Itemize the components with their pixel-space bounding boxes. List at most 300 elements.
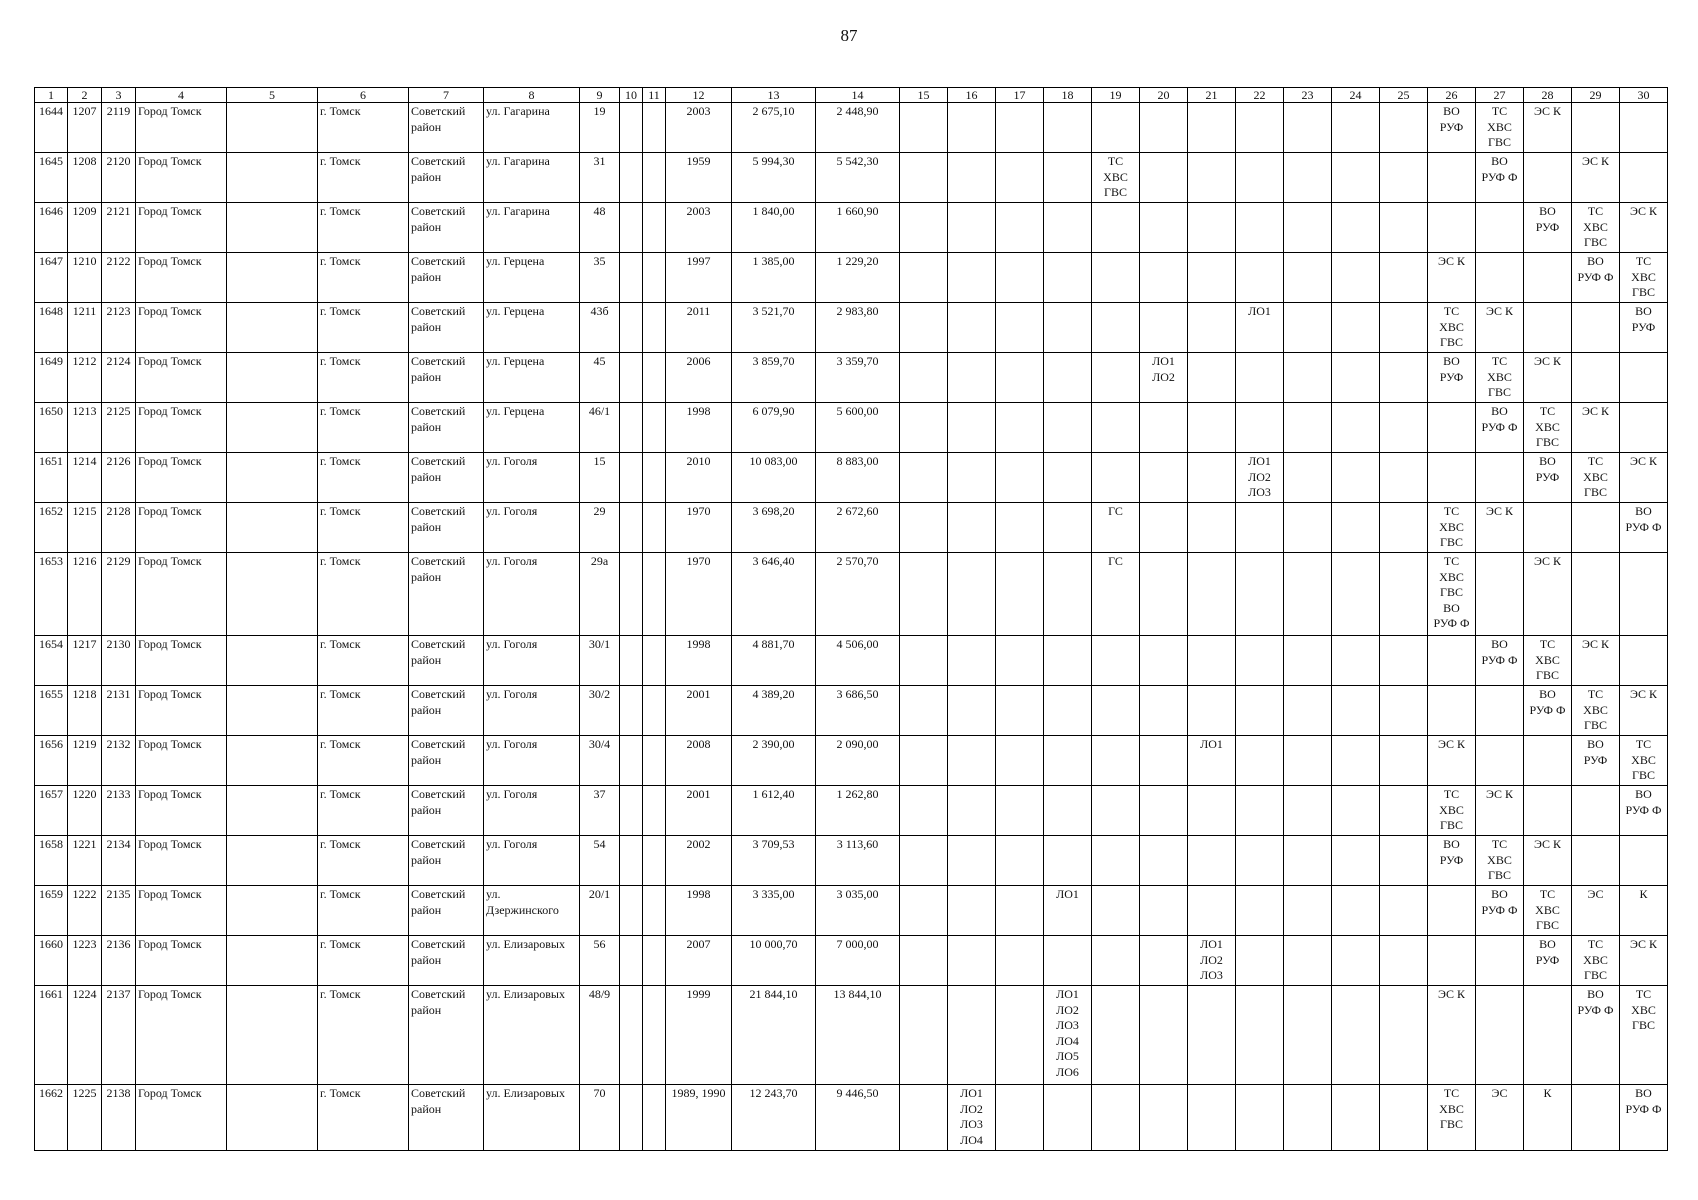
table-cell: 9 446,50	[816, 1085, 900, 1151]
table-cell	[620, 1085, 643, 1151]
table-cell: ВО РУФ	[1428, 103, 1476, 153]
table-cell: 2006	[666, 353, 732, 403]
table-cell	[1284, 353, 1332, 403]
table-cell: 56	[580, 936, 620, 986]
table-cell: 3 698,20	[732, 503, 816, 553]
table-cell	[1188, 303, 1236, 353]
table-cell: ул. Гоголя	[484, 786, 580, 836]
table-cell: 1209	[68, 203, 102, 253]
table-cell	[227, 686, 318, 736]
table-cell	[643, 303, 666, 353]
table-cell: 1216	[68, 553, 102, 636]
table-cell	[643, 253, 666, 303]
table-row	[35, 503, 1668, 553]
table-cell: 3 113,60	[816, 836, 900, 886]
table-cell	[1476, 553, 1524, 636]
table-cell: 1997	[666, 253, 732, 303]
table-cell	[1572, 836, 1620, 886]
table-cell	[1092, 203, 1140, 253]
table-cell: 2128	[102, 503, 136, 553]
table-cell	[1236, 1085, 1284, 1151]
table-cell	[1380, 936, 1428, 986]
table-cell: 19	[580, 103, 620, 153]
table-cell: 2011	[666, 303, 732, 353]
header-cell: 9	[580, 88, 620, 103]
table-cell	[1524, 303, 1572, 353]
table-cell	[1284, 253, 1332, 303]
table-cell	[1140, 986, 1188, 1085]
table-cell: ул. Гоголя	[484, 503, 580, 553]
table-cell: ГС	[1092, 503, 1140, 553]
table-cell: г. Томск	[318, 553, 409, 636]
table-cell	[643, 453, 666, 503]
table-cell: 5 994,30	[732, 153, 816, 203]
table-cell: ул. Герцена	[484, 253, 580, 303]
table-cell	[1332, 836, 1380, 886]
table-cell	[996, 986, 1044, 1085]
table-row	[35, 453, 1668, 503]
table-cell: Город Томск	[136, 836, 227, 886]
table-cell	[1476, 253, 1524, 303]
table-cell	[1044, 786, 1092, 836]
table-cell	[227, 553, 318, 636]
table-cell: 3 646,40	[732, 553, 816, 636]
table-cell	[948, 503, 996, 553]
table-cell: ВО РУФ	[1572, 736, 1620, 786]
table-cell	[227, 353, 318, 403]
table-cell	[1284, 153, 1332, 203]
table-cell: ЭС К	[1524, 553, 1572, 636]
table-cell: 1222	[68, 886, 102, 936]
table-cell	[948, 986, 996, 1085]
table-cell	[1332, 553, 1380, 636]
table-cell: 1658	[35, 836, 68, 886]
table-cell	[1284, 886, 1332, 936]
table-cell	[227, 836, 318, 886]
table-cell	[1188, 986, 1236, 1085]
table-cell: Город Томск	[136, 503, 227, 553]
table-cell	[1236, 936, 1284, 986]
header-cell: 12	[666, 88, 732, 103]
table-cell: 70	[580, 1085, 620, 1151]
table-cell	[643, 636, 666, 686]
table-cell	[643, 403, 666, 453]
table-cell	[1188, 453, 1236, 503]
table-cell: г. Томск	[318, 153, 409, 203]
table-cell: ЛО1 ЛО2 ЛО3	[1188, 936, 1236, 986]
table-cell: ул. Гоголя	[484, 736, 580, 786]
table-cell: ул. Герцена	[484, 303, 580, 353]
table-cell: Город Томск	[136, 453, 227, 503]
table-cell: Город Томск	[136, 103, 227, 153]
table-cell	[1044, 203, 1092, 253]
table-cell	[1380, 503, 1428, 553]
table-cell	[620, 353, 643, 403]
table-cell: ул. Герцена	[484, 403, 580, 453]
table-cell: 2002	[666, 836, 732, 886]
table-cell	[1620, 636, 1668, 686]
table-cell	[1236, 986, 1284, 1085]
table-cell: ВО РУФ	[1428, 836, 1476, 886]
table-cell	[227, 986, 318, 1085]
table-cell	[1188, 1085, 1236, 1151]
data-table	[34, 87, 1668, 1151]
table-cell: ЭС К	[1524, 836, 1572, 886]
table-cell	[900, 253, 948, 303]
table-cell: 1220	[68, 786, 102, 836]
table-cell	[1380, 303, 1428, 353]
table-cell: ВО РУФ Ф	[1476, 153, 1524, 203]
table-cell: ВО РУФ	[1524, 936, 1572, 986]
table-cell	[1044, 153, 1092, 203]
table-cell	[900, 786, 948, 836]
table-cell	[1380, 1085, 1428, 1151]
table-cell: 3 335,00	[732, 886, 816, 936]
table-cell	[996, 153, 1044, 203]
table-cell	[1332, 353, 1380, 403]
header-cell: 10	[620, 88, 643, 103]
table-cell: 1645	[35, 153, 68, 203]
table-cell	[1380, 986, 1428, 1085]
table-cell	[996, 836, 1044, 886]
table-cell	[1284, 736, 1332, 786]
table-cell	[900, 986, 948, 1085]
header-cell: 24	[1332, 88, 1380, 103]
table-cell	[643, 836, 666, 886]
table-cell	[996, 353, 1044, 403]
table-cell: 2010	[666, 453, 732, 503]
table-cell: 1999	[666, 986, 732, 1085]
table-cell: 12 243,70	[732, 1085, 816, 1151]
table-cell	[1044, 636, 1092, 686]
table-cell	[1332, 936, 1380, 986]
table-cell	[1140, 503, 1188, 553]
table-cell: 1657	[35, 786, 68, 836]
table-cell	[1524, 986, 1572, 1085]
table-cell: 6 079,90	[732, 403, 816, 453]
header-cell: 29	[1572, 88, 1620, 103]
table-cell: ЭС К	[1620, 453, 1668, 503]
table-cell: г. Томск	[318, 686, 409, 736]
header-cell: 1	[35, 88, 68, 103]
table-cell: 1970	[666, 553, 732, 636]
table-cell	[1188, 503, 1236, 553]
table-cell: ЭС К	[1524, 103, 1572, 153]
table-cell	[1380, 453, 1428, 503]
table-cell: ЭС	[1476, 1085, 1524, 1151]
table-row	[35, 786, 1668, 836]
table-cell: ВО РУФ Ф	[1476, 403, 1524, 453]
table-row	[35, 686, 1668, 736]
table-cell: г. Томск	[318, 453, 409, 503]
table-cell: ВО РУФ Ф	[1620, 503, 1668, 553]
table-row	[35, 936, 1668, 986]
table-cell: 1651	[35, 453, 68, 503]
table-cell	[643, 103, 666, 153]
table-cell: 2003	[666, 103, 732, 153]
header-cell: 3	[102, 88, 136, 103]
table-cell	[1140, 836, 1188, 886]
table-cell: 1646	[35, 203, 68, 253]
table-cell	[948, 153, 996, 203]
table-cell: ВО РУФ	[1620, 303, 1668, 353]
table-cell: ЭС К	[1524, 353, 1572, 403]
header-cell: 2	[68, 88, 102, 103]
table-cell: г. Томск	[318, 253, 409, 303]
table-cell	[620, 253, 643, 303]
table-cell: 1 229,20	[816, 253, 900, 303]
table-cell	[1524, 503, 1572, 553]
table-cell: Советский район	[409, 503, 484, 553]
table-cell: ТС ХВС ГВС	[1572, 203, 1620, 253]
table-cell: ул. Елизаровых	[484, 1085, 580, 1151]
table-cell: ТС ХВС ГВС	[1620, 986, 1668, 1085]
table-cell	[900, 203, 948, 253]
table-cell: г. Томск	[318, 836, 409, 886]
table-cell: 8 883,00	[816, 453, 900, 503]
table-cell	[1332, 103, 1380, 153]
table-cell: 2129	[102, 553, 136, 636]
table-cell	[1236, 503, 1284, 553]
header-cell: 30	[1620, 88, 1668, 103]
table-cell: 1225	[68, 1085, 102, 1151]
table-cell	[900, 503, 948, 553]
table-cell: г. Томск	[318, 936, 409, 986]
table-cell: ВО РУФ Ф	[1572, 253, 1620, 303]
header-cell: 20	[1140, 88, 1188, 103]
table-cell	[948, 403, 996, 453]
table-cell: г. Томск	[318, 203, 409, 253]
table-cell	[1572, 103, 1620, 153]
table-cell	[1236, 736, 1284, 786]
table-cell	[620, 553, 643, 636]
table-cell: ТС ХВС ГВС	[1572, 686, 1620, 736]
table-cell: ЛО1 ЛО2 ЛО3	[1236, 453, 1284, 503]
header-cell: 13	[732, 88, 816, 103]
table-cell	[1188, 203, 1236, 253]
table-cell	[620, 503, 643, 553]
table-cell	[900, 886, 948, 936]
table-cell: 2008	[666, 736, 732, 786]
table-cell: 2 983,80	[816, 303, 900, 353]
table-cell	[1236, 553, 1284, 636]
table-cell: г. Томск	[318, 103, 409, 153]
table-cell	[1476, 736, 1524, 786]
table-cell	[1524, 736, 1572, 786]
table-cell	[1284, 686, 1332, 736]
header-cell: 4	[136, 88, 227, 103]
table-cell	[1572, 303, 1620, 353]
table-cell	[1332, 453, 1380, 503]
table-cell	[1284, 936, 1332, 986]
header-cell: 26	[1428, 88, 1476, 103]
table-cell: 45	[580, 353, 620, 403]
table-cell: Город Томск	[136, 886, 227, 936]
table-cell: ВО РУФ Ф	[1620, 1085, 1668, 1151]
table-cell: ТС ХВС ГВС	[1476, 353, 1524, 403]
table-cell: 1648	[35, 303, 68, 353]
table-cell	[1380, 253, 1428, 303]
table-cell: 2122	[102, 253, 136, 303]
table-cell	[620, 686, 643, 736]
table-cell: 30/2	[580, 686, 620, 736]
table-cell: 2130	[102, 636, 136, 686]
table-cell: 1989, 1990	[666, 1085, 732, 1151]
header-cell: 14	[816, 88, 900, 103]
table-cell	[1044, 553, 1092, 636]
table-body	[35, 103, 1668, 1151]
table-cell	[1188, 886, 1236, 936]
table-cell	[1188, 403, 1236, 453]
table-cell: 2125	[102, 403, 136, 453]
table-cell: 2137	[102, 986, 136, 1085]
table-cell: ЛО1	[1188, 736, 1236, 786]
table-cell	[1476, 453, 1524, 503]
table-row	[35, 153, 1668, 203]
table-cell	[1284, 453, 1332, 503]
table-cell: 1 262,80	[816, 786, 900, 836]
table-row	[35, 203, 1668, 253]
table-cell	[1620, 153, 1668, 203]
table-cell: Советский район	[409, 836, 484, 886]
table-cell	[1380, 203, 1428, 253]
table-cell: 1649	[35, 353, 68, 403]
table-cell: 29а	[580, 553, 620, 636]
table-cell	[620, 303, 643, 353]
table-row	[35, 553, 1668, 636]
table-cell: Город Томск	[136, 203, 227, 253]
table-cell: ТС ХВС ГВС	[1572, 453, 1620, 503]
table-cell: ЭС К	[1572, 153, 1620, 203]
table-cell: ЭС К	[1428, 253, 1476, 303]
table-row	[35, 403, 1668, 453]
table-header	[35, 88, 1668, 103]
table-cell	[643, 203, 666, 253]
table-cell	[900, 736, 948, 786]
header-cell: 7	[409, 88, 484, 103]
table-cell	[1140, 203, 1188, 253]
table-cell: 1659	[35, 886, 68, 936]
table-cell	[227, 886, 318, 936]
table-cell	[1380, 353, 1428, 403]
table-cell	[948, 453, 996, 503]
table-cell	[1284, 636, 1332, 686]
table-cell	[1188, 836, 1236, 886]
table-cell: 1653	[35, 553, 68, 636]
table-cell: 4 506,00	[816, 636, 900, 686]
table-cell	[1236, 253, 1284, 303]
table-cell	[900, 836, 948, 886]
table-cell: ТС ХВС ГВС	[1524, 636, 1572, 686]
page-number: 87	[840, 26, 858, 45]
table-row	[35, 303, 1668, 353]
table-cell	[1092, 253, 1140, 303]
table-cell: 1647	[35, 253, 68, 303]
table-cell: г. Томск	[318, 353, 409, 403]
table-cell: 1208	[68, 153, 102, 203]
table-cell	[227, 786, 318, 836]
table-cell	[1188, 103, 1236, 153]
header-cell: 21	[1188, 88, 1236, 103]
table-cell	[1092, 636, 1140, 686]
table-cell	[1284, 303, 1332, 353]
table-cell: ЭС К	[1572, 403, 1620, 453]
table-cell: 1214	[68, 453, 102, 503]
table-cell: Советский район	[409, 786, 484, 836]
table-cell: Город Томск	[136, 253, 227, 303]
table-cell: ТС ХВС ГВС	[1428, 503, 1476, 553]
table-cell	[1140, 153, 1188, 203]
table-cell: г. Томск	[318, 986, 409, 1085]
table-cell: Советский район	[409, 403, 484, 453]
table-cell	[1092, 453, 1140, 503]
table-row	[35, 353, 1668, 403]
table-cell	[643, 686, 666, 736]
table-cell	[620, 736, 643, 786]
table-cell	[948, 786, 996, 836]
table-cell	[1380, 786, 1428, 836]
table-cell	[1332, 153, 1380, 203]
table-cell	[1332, 1085, 1380, 1151]
table-cell	[1236, 686, 1284, 736]
table-cell: 1215	[68, 503, 102, 553]
table-cell	[1332, 736, 1380, 786]
table-cell	[1332, 686, 1380, 736]
table-cell: 21 844,10	[732, 986, 816, 1085]
table-cell	[1236, 203, 1284, 253]
table-cell: 2001	[666, 686, 732, 736]
table-cell: 1223	[68, 936, 102, 986]
table-cell	[900, 403, 948, 453]
table-cell: ТС ХВС ГВС	[1428, 1085, 1476, 1151]
table-cell	[1284, 103, 1332, 153]
table-cell	[1044, 936, 1092, 986]
table-cell: ул. Гоголя	[484, 453, 580, 503]
table-cell	[643, 986, 666, 1085]
table-cell	[1188, 786, 1236, 836]
table-cell: 2 090,00	[816, 736, 900, 786]
table-cell	[1284, 836, 1332, 886]
table-row	[35, 886, 1668, 936]
table-cell: ЛО1	[1044, 886, 1092, 936]
table-cell	[1092, 886, 1140, 936]
table-cell: 2121	[102, 203, 136, 253]
table-cell: 5 600,00	[816, 403, 900, 453]
table-cell: 1 840,00	[732, 203, 816, 253]
table-cell	[620, 936, 643, 986]
table-cell: Советский район	[409, 736, 484, 786]
table-cell: ТС ХВС ГВС	[1476, 103, 1524, 153]
table-cell: Город Томск	[136, 686, 227, 736]
table-row	[35, 736, 1668, 786]
table-cell: ВО РУФ	[1428, 353, 1476, 403]
table-cell: 1644	[35, 103, 68, 153]
table-cell	[643, 886, 666, 936]
table-cell: 10 083,00	[732, 453, 816, 503]
table-cell	[643, 786, 666, 836]
table-cell	[996, 553, 1044, 636]
table-cell	[643, 503, 666, 553]
table-cell: 1 660,90	[816, 203, 900, 253]
table-cell	[1524, 786, 1572, 836]
table-cell	[1236, 403, 1284, 453]
table-cell: ТС ХВС ГВС	[1476, 836, 1524, 886]
table-cell	[1092, 103, 1140, 153]
table-cell: Город Томск	[136, 636, 227, 686]
table-cell	[1284, 403, 1332, 453]
header-cell: 8	[484, 88, 580, 103]
table-cell: ЭС К	[1572, 636, 1620, 686]
